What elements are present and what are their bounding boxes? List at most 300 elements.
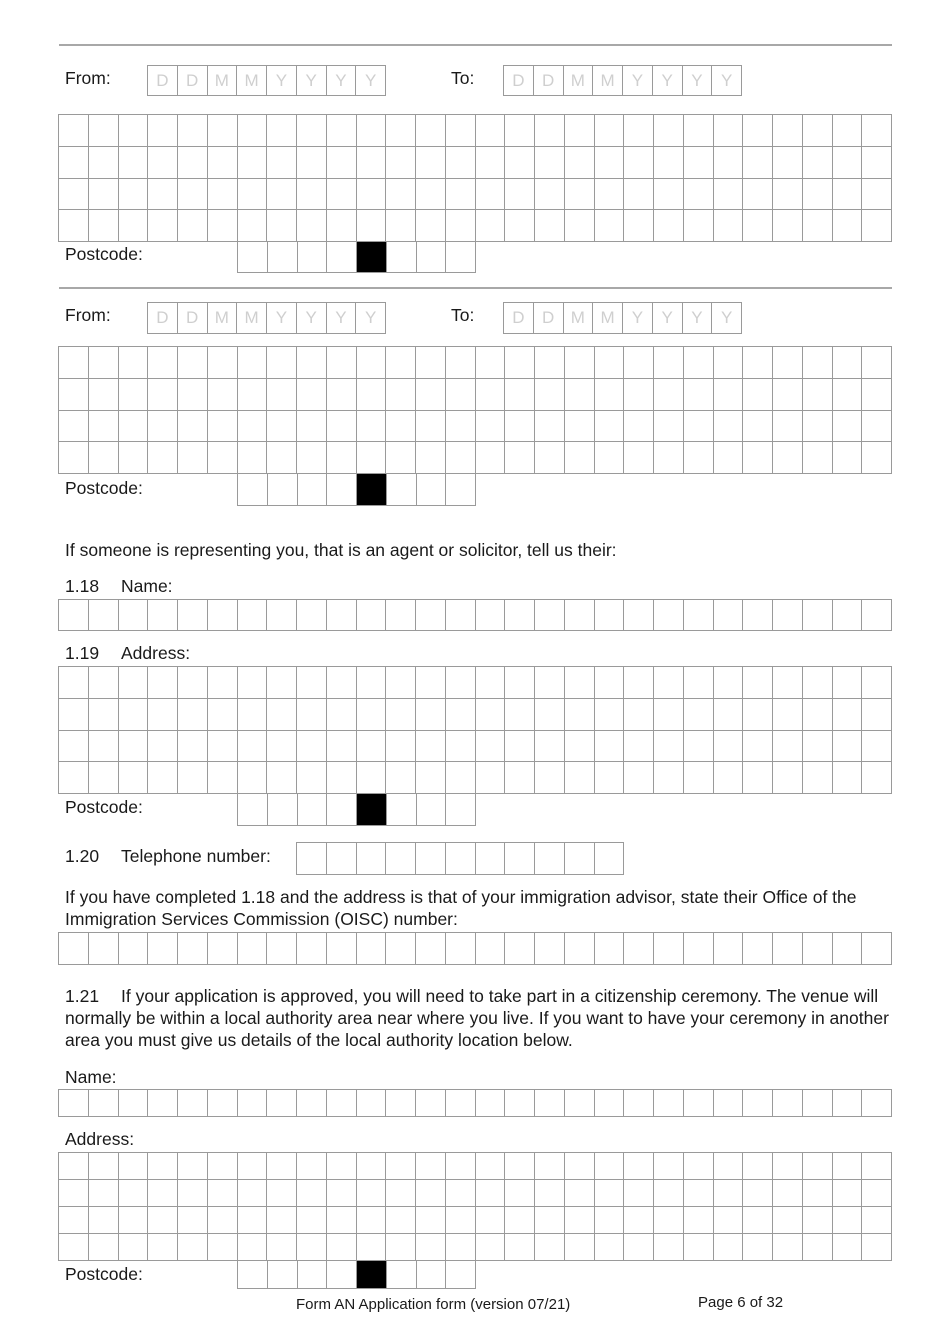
character-box[interactable] <box>386 442 416 474</box>
character-box[interactable] <box>386 147 416 179</box>
character-box[interactable] <box>684 1207 714 1234</box>
character-box[interactable] <box>773 147 803 179</box>
character-box[interactable] <box>327 1090 357 1117</box>
character-box[interactable] <box>208 600 238 631</box>
character-box[interactable] <box>208 699 238 731</box>
character-box[interactable] <box>505 411 535 443</box>
character-box[interactable] <box>743 1153 773 1180</box>
character-box[interactable] <box>238 1207 268 1234</box>
character-box[interactable] <box>833 442 863 474</box>
character-box[interactable] <box>505 667 535 699</box>
character-box[interactable] <box>297 210 327 242</box>
character-box[interactable] <box>416 843 446 875</box>
character-box[interactable] <box>327 179 357 211</box>
character-box[interactable] <box>89 147 119 179</box>
oisc-number-input[interactable] <box>58 932 892 965</box>
character-box[interactable] <box>386 411 416 443</box>
character-box[interactable] <box>416 1090 446 1117</box>
character-box[interactable] <box>684 1234 714 1261</box>
character-box[interactable] <box>773 1090 803 1117</box>
character-box[interactable] <box>714 179 744 211</box>
character-box[interactable] <box>595 411 625 443</box>
character-box[interactable] <box>89 115 119 147</box>
character-box[interactable] <box>148 347 178 379</box>
character-box[interactable] <box>476 147 506 179</box>
character-box[interactable] <box>803 1207 833 1234</box>
character-box[interactable] <box>862 115 892 147</box>
character-box[interactable] <box>565 411 595 443</box>
character-box[interactable] <box>89 933 119 965</box>
character-box[interactable] <box>862 731 892 763</box>
character-box[interactable] <box>298 1261 328 1289</box>
character-box[interactable] <box>476 379 506 411</box>
character-box[interactable] <box>743 179 773 211</box>
character-box[interactable] <box>327 1234 357 1261</box>
character-box[interactable] <box>148 1180 178 1207</box>
character-box[interactable] <box>505 115 535 147</box>
character-box[interactable] <box>595 667 625 699</box>
character-box[interactable] <box>267 1180 297 1207</box>
character-box[interactable] <box>387 1261 417 1289</box>
character-box[interactable] <box>684 442 714 474</box>
character-box[interactable] <box>416 179 446 211</box>
character-box[interactable] <box>178 1234 208 1261</box>
character-box[interactable] <box>357 667 387 699</box>
character-box[interactable] <box>803 147 833 179</box>
character-box[interactable] <box>714 699 744 731</box>
character-box[interactable] <box>268 242 298 273</box>
character-box[interactable] <box>119 210 149 242</box>
character-box[interactable] <box>208 179 238 211</box>
character-box[interactable] <box>119 933 149 965</box>
character-box[interactable] <box>59 347 89 379</box>
character-box[interactable] <box>773 667 803 699</box>
character-box[interactable] <box>446 379 476 411</box>
character-box[interactable] <box>595 442 625 474</box>
character-box[interactable] <box>89 699 119 731</box>
character-box[interactable] <box>178 411 208 443</box>
character-box[interactable] <box>654 1180 684 1207</box>
character-box[interactable] <box>59 1207 89 1234</box>
character-box[interactable] <box>743 411 773 443</box>
character-box[interactable] <box>238 1261 268 1289</box>
character-box[interactable] <box>297 411 327 443</box>
character-box[interactable] <box>565 210 595 242</box>
character-box[interactable] <box>654 147 684 179</box>
character-box[interactable] <box>119 1207 149 1234</box>
character-box[interactable] <box>89 600 119 631</box>
character-box[interactable] <box>298 474 328 506</box>
character-box[interactable] <box>178 179 208 211</box>
character-box[interactable] <box>714 411 744 443</box>
character-box[interactable] <box>803 699 833 731</box>
character-box[interactable] <box>803 667 833 699</box>
character-box[interactable] <box>565 1153 595 1180</box>
character-box[interactable] <box>119 179 149 211</box>
character-box[interactable] <box>357 762 387 794</box>
character-box[interactable] <box>297 762 327 794</box>
character-box[interactable] <box>714 1180 744 1207</box>
character-box[interactable] <box>565 1090 595 1117</box>
character-box[interactable] <box>59 1180 89 1207</box>
character-box[interactable] <box>357 147 387 179</box>
character-box[interactable] <box>535 442 565 474</box>
character-box[interactable] <box>803 1180 833 1207</box>
character-box[interactable] <box>446 731 476 763</box>
character-box[interactable] <box>624 667 654 699</box>
character-box[interactable]: M <box>208 303 238 334</box>
character-box[interactable] <box>565 379 595 411</box>
character-box[interactable] <box>595 1207 625 1234</box>
character-box[interactable]: M <box>564 303 594 334</box>
character-box[interactable] <box>505 1090 535 1117</box>
character-box[interactable] <box>624 379 654 411</box>
character-box[interactable] <box>89 379 119 411</box>
character-box[interactable] <box>89 762 119 794</box>
character-box[interactable] <box>476 210 506 242</box>
character-box[interactable] <box>833 347 863 379</box>
character-box[interactable] <box>684 210 714 242</box>
character-box[interactable] <box>357 379 387 411</box>
character-box[interactable] <box>624 1234 654 1261</box>
character-box[interactable] <box>327 411 357 443</box>
character-box[interactable] <box>178 731 208 763</box>
character-box[interactable] <box>178 933 208 965</box>
character-box[interactable] <box>327 1153 357 1180</box>
character-box[interactable] <box>386 179 416 211</box>
character-box[interactable] <box>208 411 238 443</box>
character-box[interactable] <box>267 442 297 474</box>
character-box[interactable] <box>714 933 744 965</box>
character-box[interactable] <box>178 442 208 474</box>
character-box[interactable] <box>833 667 863 699</box>
character-box[interactable] <box>624 442 654 474</box>
character-box[interactable] <box>803 762 833 794</box>
character-box[interactable] <box>327 843 357 875</box>
character-box[interactable] <box>684 762 714 794</box>
character-box[interactable] <box>267 347 297 379</box>
character-box[interactable] <box>624 411 654 443</box>
character-box[interactable]: Y <box>653 66 683 96</box>
character-box[interactable] <box>684 667 714 699</box>
character-box[interactable] <box>238 1234 268 1261</box>
character-box[interactable] <box>862 933 892 965</box>
character-box[interactable] <box>297 699 327 731</box>
character-box[interactable] <box>238 1090 268 1117</box>
character-box[interactable] <box>357 115 387 147</box>
character-box[interactable] <box>476 843 506 875</box>
character-box[interactable] <box>833 1090 863 1117</box>
character-box[interactable]: M <box>593 303 623 334</box>
character-box[interactable] <box>416 699 446 731</box>
character-box[interactable] <box>535 843 565 875</box>
character-box[interactable] <box>714 1234 744 1261</box>
character-box[interactable] <box>624 933 654 965</box>
character-box[interactable] <box>357 411 387 443</box>
character-box[interactable]: Y <box>297 303 327 334</box>
character-box[interactable] <box>595 1180 625 1207</box>
character-box[interactable] <box>387 474 417 506</box>
character-box[interactable] <box>803 731 833 763</box>
character-box[interactable] <box>476 411 506 443</box>
character-box[interactable] <box>654 762 684 794</box>
character-box[interactable] <box>565 699 595 731</box>
character-box[interactable] <box>119 762 149 794</box>
character-box[interactable] <box>476 933 506 965</box>
character-box[interactable] <box>505 731 535 763</box>
character-box[interactable] <box>624 1180 654 1207</box>
character-box[interactable] <box>416 210 446 242</box>
character-box[interactable] <box>297 379 327 411</box>
character-box[interactable] <box>238 667 268 699</box>
character-box[interactable] <box>535 1207 565 1234</box>
character-box[interactable] <box>714 1090 744 1117</box>
character-box[interactable] <box>505 347 535 379</box>
character-box[interactable] <box>535 933 565 965</box>
character-box[interactable] <box>238 1153 268 1180</box>
character-box[interactable] <box>773 442 803 474</box>
character-box[interactable] <box>148 179 178 211</box>
character-box[interactable] <box>446 1207 476 1234</box>
character-box[interactable] <box>357 210 387 242</box>
character-box[interactable] <box>178 1207 208 1234</box>
character-box[interactable] <box>416 347 446 379</box>
character-box[interactable] <box>297 667 327 699</box>
character-box[interactable] <box>446 794 476 826</box>
character-box[interactable] <box>267 731 297 763</box>
character-box[interactable] <box>148 933 178 965</box>
character-box[interactable] <box>386 1153 416 1180</box>
character-box[interactable] <box>268 474 298 506</box>
character-box[interactable] <box>714 731 744 763</box>
character-box[interactable] <box>238 442 268 474</box>
character-box[interactable]: Y <box>267 303 297 334</box>
character-box[interactable] <box>565 843 595 875</box>
character-box[interactable] <box>238 379 268 411</box>
character-box[interactable] <box>565 1234 595 1261</box>
character-box[interactable] <box>743 762 773 794</box>
character-box[interactable] <box>416 1180 446 1207</box>
character-box[interactable] <box>446 115 476 147</box>
character-box[interactable] <box>238 762 268 794</box>
character-box[interactable] <box>297 147 327 179</box>
character-box[interactable] <box>862 210 892 242</box>
character-box[interactable] <box>446 242 476 273</box>
character-box[interactable] <box>238 242 268 273</box>
character-box[interactable] <box>773 699 803 731</box>
character-box[interactable]: Y <box>712 303 742 334</box>
character-box[interactable] <box>684 933 714 965</box>
to-date-input[interactable] <box>503 65 742 96</box>
character-box[interactable] <box>267 699 297 731</box>
character-box[interactable] <box>535 731 565 763</box>
from-date-input[interactable] <box>147 65 386 96</box>
character-box[interactable] <box>416 115 446 147</box>
character-box[interactable] <box>297 442 327 474</box>
character-box[interactable] <box>833 762 863 794</box>
character-box[interactable] <box>833 1180 863 1207</box>
character-box[interactable] <box>446 762 476 794</box>
character-box[interactable] <box>119 442 149 474</box>
ceremony-name-input[interactable] <box>58 1089 892 1117</box>
character-box[interactable]: Y <box>683 303 713 334</box>
character-box[interactable] <box>803 600 833 631</box>
character-box[interactable] <box>208 210 238 242</box>
character-box[interactable]: D <box>178 303 208 334</box>
character-box[interactable] <box>476 115 506 147</box>
character-box[interactable] <box>59 1153 89 1180</box>
character-box[interactable] <box>773 179 803 211</box>
character-box[interactable] <box>743 731 773 763</box>
character-box[interactable] <box>59 411 89 443</box>
address-input[interactable] <box>58 346 892 474</box>
character-box[interactable] <box>624 1153 654 1180</box>
character-box[interactable] <box>862 1234 892 1261</box>
character-box[interactable] <box>238 411 268 443</box>
character-box[interactable] <box>238 699 268 731</box>
character-box[interactable] <box>208 1234 238 1261</box>
character-box[interactable] <box>238 179 268 211</box>
character-box[interactable] <box>59 600 89 631</box>
character-box[interactable] <box>59 442 89 474</box>
character-box[interactable] <box>565 731 595 763</box>
character-box[interactable] <box>327 147 357 179</box>
character-box[interactable] <box>386 600 416 631</box>
character-box[interactable] <box>446 1153 476 1180</box>
character-box[interactable]: D <box>504 66 534 96</box>
character-box[interactable] <box>595 347 625 379</box>
character-box[interactable] <box>327 210 357 242</box>
character-box[interactable] <box>684 731 714 763</box>
character-box[interactable] <box>327 474 357 506</box>
character-box[interactable] <box>743 147 773 179</box>
character-box[interactable]: Y <box>327 303 357 334</box>
character-box[interactable] <box>535 347 565 379</box>
character-box[interactable] <box>297 933 327 965</box>
character-box[interactable] <box>327 731 357 763</box>
character-box[interactable] <box>714 379 744 411</box>
character-box[interactable] <box>178 379 208 411</box>
character-box[interactable] <box>267 1153 297 1180</box>
character-box[interactable] <box>505 843 535 875</box>
character-box[interactable] <box>59 179 89 211</box>
character-box[interactable] <box>208 115 238 147</box>
character-box[interactable] <box>357 731 387 763</box>
character-box[interactable] <box>743 115 773 147</box>
character-box[interactable] <box>684 1090 714 1117</box>
character-box[interactable] <box>535 1234 565 1261</box>
character-box[interactable] <box>654 731 684 763</box>
character-box[interactable] <box>327 933 357 965</box>
character-box[interactable] <box>862 699 892 731</box>
character-box[interactable]: Y <box>653 303 683 334</box>
character-box[interactable] <box>565 667 595 699</box>
character-box[interactable] <box>654 1234 684 1261</box>
character-box[interactable] <box>416 411 446 443</box>
character-box[interactable] <box>654 379 684 411</box>
character-box[interactable] <box>684 115 714 147</box>
character-box[interactable] <box>267 179 297 211</box>
character-box[interactable] <box>505 147 535 179</box>
character-box[interactable] <box>267 411 297 443</box>
character-box[interactable] <box>714 347 744 379</box>
character-box[interactable] <box>267 1207 297 1234</box>
character-box[interactable] <box>416 762 446 794</box>
character-box[interactable]: M <box>593 66 623 96</box>
character-box[interactable] <box>803 210 833 242</box>
character-box[interactable] <box>535 179 565 211</box>
character-box[interactable] <box>833 147 863 179</box>
character-box[interactable] <box>654 1207 684 1234</box>
character-box[interactable] <box>773 1234 803 1261</box>
ceremony-postcode-input[interactable] <box>237 1260 476 1289</box>
character-box[interactable] <box>595 731 625 763</box>
character-box[interactable] <box>624 600 654 631</box>
character-box[interactable] <box>476 667 506 699</box>
character-box[interactable] <box>654 933 684 965</box>
character-box[interactable] <box>833 1207 863 1234</box>
character-box[interactable] <box>565 1180 595 1207</box>
character-box[interactable] <box>535 115 565 147</box>
character-box[interactable]: Y <box>297 66 327 96</box>
character-box[interactable] <box>476 1090 506 1117</box>
character-box[interactable] <box>476 762 506 794</box>
character-box[interactable] <box>416 731 446 763</box>
character-box[interactable] <box>654 411 684 443</box>
character-box[interactable] <box>357 1153 387 1180</box>
character-box[interactable] <box>416 1207 446 1234</box>
character-box[interactable] <box>595 147 625 179</box>
character-box[interactable] <box>535 1153 565 1180</box>
character-box[interactable] <box>297 1207 327 1234</box>
character-box[interactable] <box>803 115 833 147</box>
character-box[interactable] <box>327 242 357 273</box>
character-box[interactable] <box>803 1090 833 1117</box>
character-box[interactable]: M <box>237 66 267 96</box>
character-box[interactable] <box>238 474 268 506</box>
character-box[interactable] <box>148 442 178 474</box>
character-box[interactable] <box>297 1153 327 1180</box>
character-box[interactable] <box>624 1207 654 1234</box>
representative-address-input[interactable] <box>58 666 892 794</box>
character-box[interactable] <box>565 762 595 794</box>
character-box[interactable] <box>89 411 119 443</box>
character-box[interactable] <box>267 762 297 794</box>
character-box[interactable] <box>743 600 773 631</box>
character-box[interactable]: Y <box>327 66 357 96</box>
character-box[interactable] <box>148 379 178 411</box>
character-box[interactable] <box>59 731 89 763</box>
character-box[interactable] <box>595 1153 625 1180</box>
character-box[interactable] <box>714 1207 744 1234</box>
character-box[interactable] <box>238 933 268 965</box>
character-box[interactable] <box>119 1180 149 1207</box>
character-box[interactable] <box>178 762 208 794</box>
character-box[interactable] <box>208 1207 238 1234</box>
character-box[interactable] <box>298 242 328 273</box>
character-box[interactable] <box>714 442 744 474</box>
character-box[interactable] <box>595 379 625 411</box>
character-box[interactable] <box>595 1234 625 1261</box>
character-box[interactable] <box>119 347 149 379</box>
character-box[interactable]: D <box>178 66 208 96</box>
character-box[interactable] <box>773 115 803 147</box>
character-box[interactable] <box>743 1207 773 1234</box>
character-box[interactable] <box>505 442 535 474</box>
character-box[interactable] <box>654 1090 684 1117</box>
character-box[interactable] <box>297 843 327 875</box>
character-box[interactable] <box>446 1180 476 1207</box>
